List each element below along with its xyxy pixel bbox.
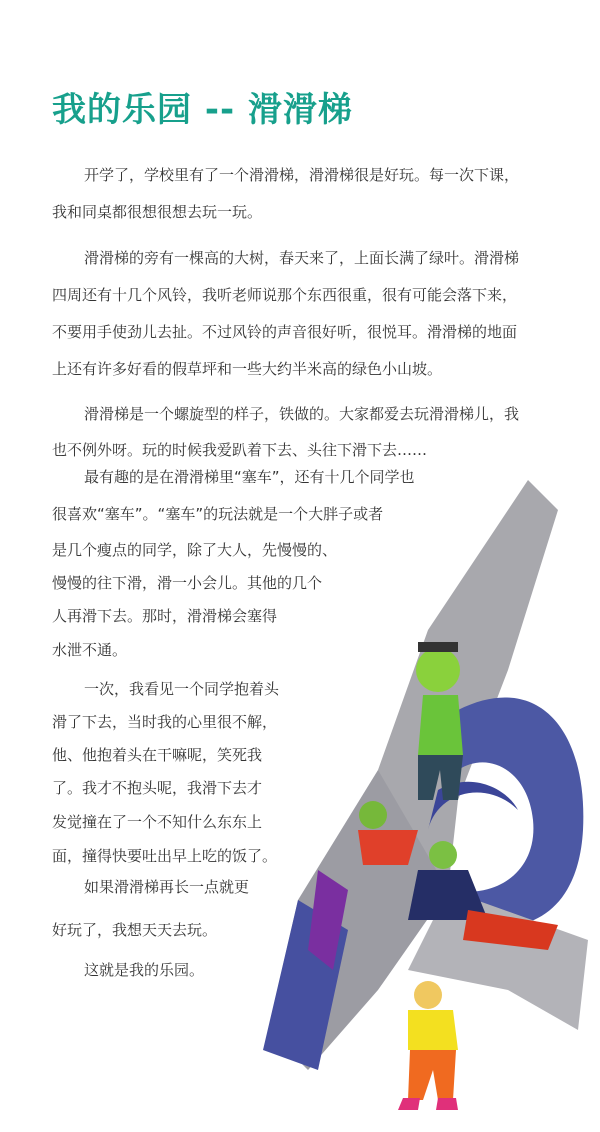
paragraph-5-line: 滑了下去，当时我的心里很不解， <box>52 713 278 731</box>
paragraph-6-line: 如果滑滑梯再长一点就更 <box>84 878 250 896</box>
paragraph-3-line: 也不例外呀。玩的时候我爱趴着下去、头往下滑下去…… <box>52 441 428 459</box>
paragraph-4-line: 是几个瘦点的同学，除了大人，先慢慢的、 <box>52 541 338 559</box>
paragraph-3-line: 滑滑梯是一个螺旋型的样子，铁做的。大家都爱去玩滑滑梯儿，我 <box>84 405 520 423</box>
paragraph-2-line: 四周还有十几个风铃，我听老师说那个东西很重，很有可能会落下来， <box>52 286 518 304</box>
paragraph-1-line: 开学了，学校里有了一个滑滑梯，滑滑梯很是好玩。每一次下课， <box>84 166 520 184</box>
paragraph-5-line: 了。我才不抱头呢，我滑下去才 <box>52 779 263 797</box>
paragraph-6-line: 好玩了，我想天天去玩。 <box>52 921 218 939</box>
child-figure-yellow <box>398 981 458 1110</box>
paragraph-5-line: 他、他抱着头在干嘛呢，笑死我 <box>52 746 263 764</box>
paragraph-4-line: 人再滑下去。那时，滑滑梯会塞得 <box>52 607 278 625</box>
paragraph-7-line: 这就是我的乐园。 <box>84 961 205 979</box>
page-title: 我的乐园 -- 滑滑梯 <box>52 90 353 130</box>
paragraph-5-line: 面，撞得快要吐出早上吃的饭了。 <box>52 847 278 865</box>
paragraph-4-line: 很喜欢“塞车”。“塞车”的玩法就是一个大胖子或者 <box>52 505 384 523</box>
paragraph-1-line: 我和同桌都很想很想去玩一玩。 <box>52 203 263 221</box>
paragraph-2-line: 滑滑梯的旁有一棵高的大树，春天来了，上面长满了绿叶。滑滑梯 <box>84 249 520 267</box>
paragraph-4-line: 水泄不通。 <box>52 641 128 659</box>
paragraph-4-line: 最有趣的是在滑滑梯里“塞车”，还有十几个同学也 <box>84 468 415 486</box>
paragraph-5-line: 一次，我看见一个同学抱着头 <box>84 680 280 698</box>
paragraph-2-line: 上还有许多好看的假草坪和一些大约半米高的绿色小山坡。 <box>52 360 443 378</box>
crayon-slide-illustration <box>258 470 600 1132</box>
paragraph-2-line: 不要用手使劲儿去扯。不过风铃的声音很好听，很悦耳。滑滑梯的地面 <box>52 323 518 341</box>
paragraph-4-line: 慢慢的往下滑，滑一小会儿。其他的几个 <box>52 574 323 592</box>
paragraph-5-line: 发觉撞在了一个不知什么东东上 <box>52 813 263 831</box>
